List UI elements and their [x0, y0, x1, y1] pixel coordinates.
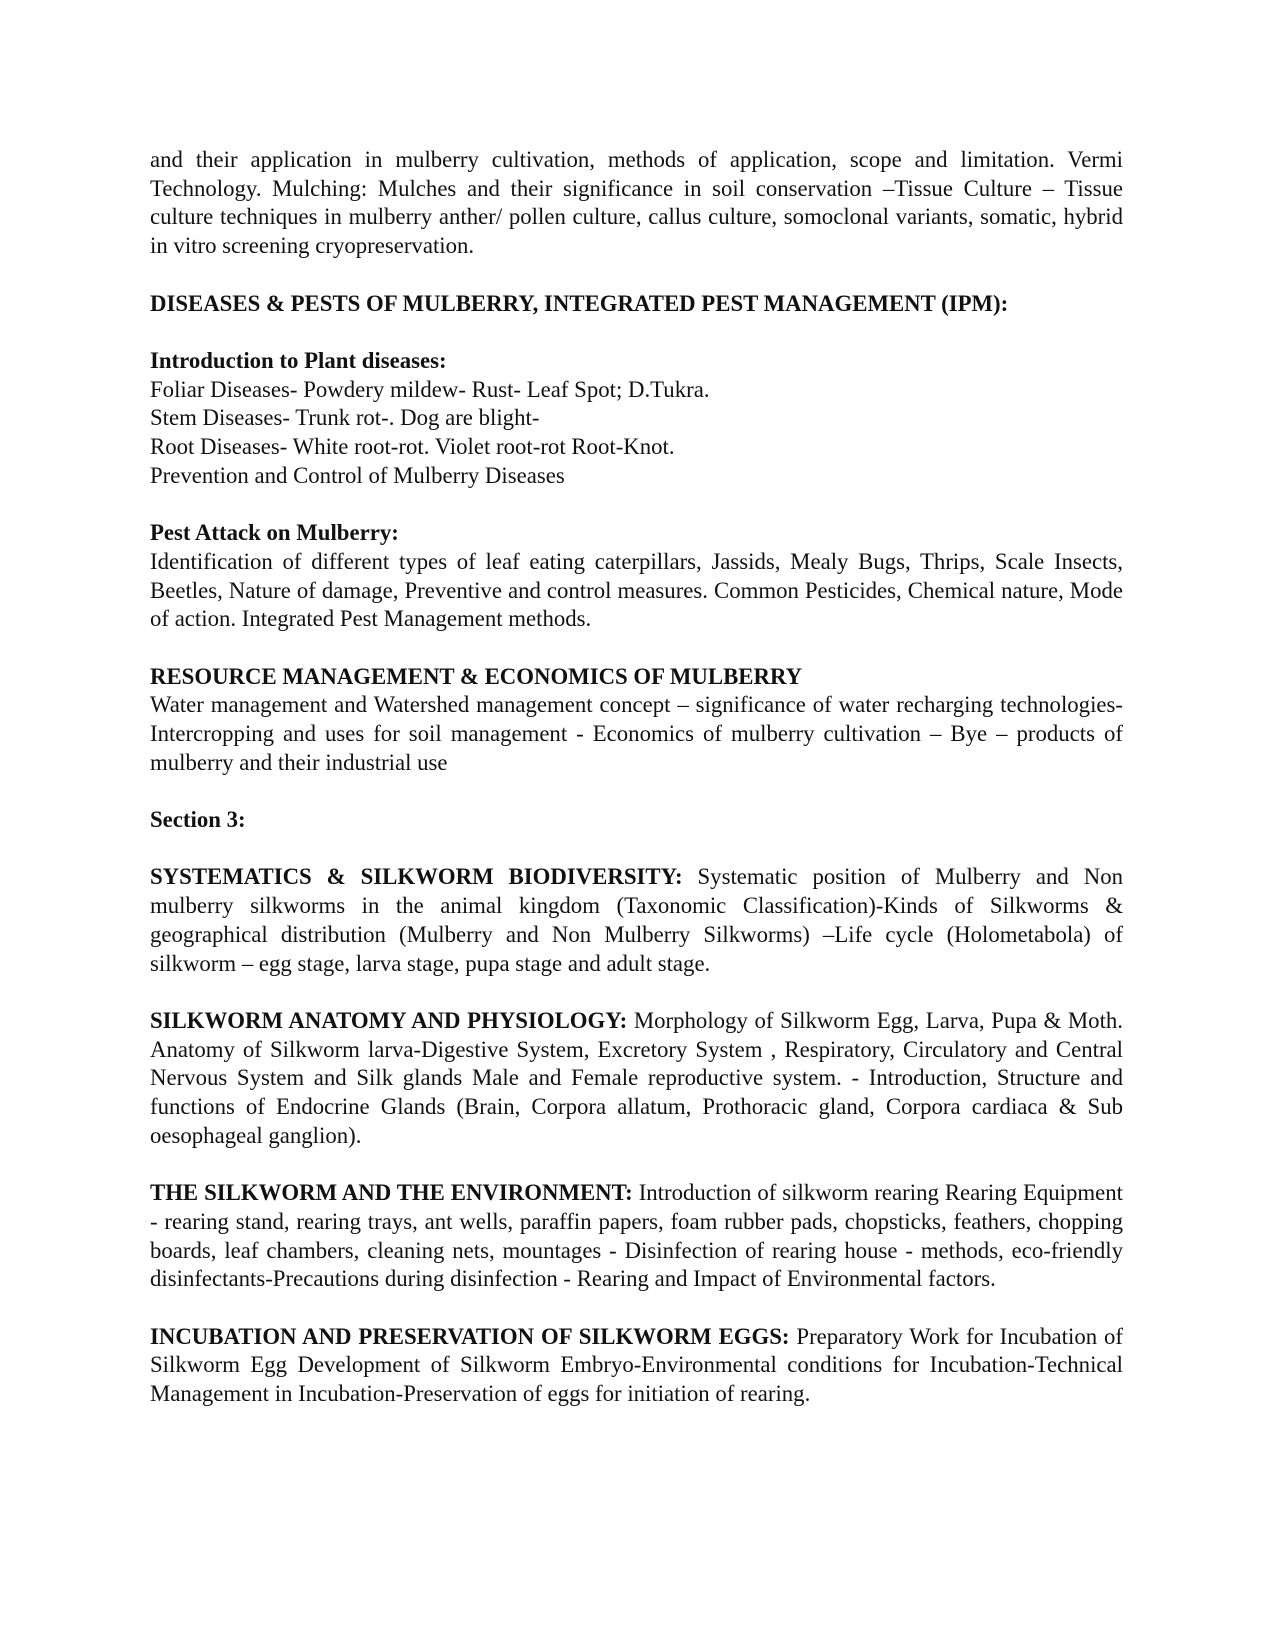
plant-diseases-heading: Introduction to Plant diseases:: [150, 347, 447, 373]
plant-diseases-block: [150, 347, 1123, 491]
foliar-diseases-line: Foliar Diseases- Powdery mildew- Rust- Leaf Spot; D.Tukra.: [150, 376, 710, 402]
resource-management-body: Water management and Watershed management concept – significance of water recharging technologies-Intercropping and uses for soil management - Economics of mulberry cultivation – Bye – products of mulberry and their industrial use: [150, 692, 1123, 775]
incubation-heading: INCUBATION AND PRESERVATION OF SILKWORM EGGS:: [150, 1323, 790, 1349]
incubation-paragraph: [150, 1323, 1123, 1409]
environment-heading: THE SILKWORM AND THE ENVIRONMENT:: [150, 1180, 633, 1206]
section-3-heading: Section 3:: [150, 807, 246, 833]
incubation-body: Preparatory Work for Incubation of Silkworm Egg Development of Silkworm Embryo-Environmental conditions for Incubation-Technical Management in Incubation-Preservation of eggs for initiation of rearing.: [150, 1323, 1123, 1407]
anatomy-body: Morphology of Silkworm Egg, Larva, Pupa & Moth. Anatomy of Silkworm larva-Digestive System, Excretory System , Respiratory, Circulatory and Central Nervous System and Silk glands Male and Female reproductive system. - Introduction, Structure and functions of Endocrine Glands (Brain, Corpora allatum, Prothoracic gland, Corpora cardiaca & Sub oesophageal ganglion).: [150, 1007, 1124, 1148]
systematics-heading: SYSTEMATICS & SILKWORM BIODIVERSITY:: [150, 864, 683, 890]
systematics-body: Systematic position of Mulberry and Non mulberry silkworms in the animal kingdom (Taxonomic Classification)-Kinds of Silkworms & geographical distribution (Mulberry and Non Mulberry Silkworms) –Life cycle (Holometabola) of silkworm – egg stage, larva stage, pupa stage and adult stage.: [150, 864, 1123, 976]
stem-diseases-line: Stem Diseases- Trunk rot-. Dog are blight-: [150, 405, 540, 431]
pest-attack-body: Identification of different types of leaf eating caterpillars, Jassids, Mealy Bugs, Thrips, Scale Insects, Beetles, Nature of damage, Preventive and control measures. Common Pesticides, Chemical nature, Mode of action. Integrated Pest Management methods.: [150, 548, 1123, 632]
intro-paragraph: and their application in mulberry cultivation, methods of application, scope and limitation. Vermi Technology. Mulching: Mulches and their significance in soil conservation –Tissue Culture – Tissue culture techniques in mulberry anther/ pollen culture, callus culture, somoclonal variants, somatic, hybrid in vitro screening cryopreservation.: [150, 147, 1123, 259]
diseases-pests-heading: DISEASES & PESTS OF MULBERRY, INTEGRATED PEST MANAGEMENT (IPM):: [150, 290, 1009, 316]
document-page: [150, 146, 1123, 1409]
resource-management-heading: RESOURCE MANAGEMENT & ECONOMICS OF MULBERRY: [150, 663, 803, 689]
pest-attack-block: [150, 519, 1123, 634]
resource-management-block: [150, 663, 1123, 778]
anatomy-heading: SILKWORM ANATOMY AND PHYSIOLOGY:: [150, 1007, 628, 1033]
systematics-paragraph: [150, 863, 1123, 978]
prevention-control-line: Prevention and Control of Mulberry Diseases: [150, 462, 565, 488]
root-diseases-line: Root Diseases- White root-rot. Violet root-rot Root-Knot.: [150, 434, 675, 459]
anatomy-paragraph: [150, 1007, 1123, 1151]
environment-body: Introduction of silkworm rearing Rearing Equipment - rearing stand, rearing trays, ant wells, paraffin papers, foam rubber pads, chopsticks, feathers, chopping boards, leaf chambers, cleaning nets, mountages - Disinfection of rearing house - methods, eco-friendly disinfectants-Precautions during disinfection - Rearing and Impact of Environmental factors.: [150, 1180, 1123, 1292]
environment-paragraph: [150, 1179, 1123, 1294]
pest-attack-heading: Pest Attack on Mulberry:: [150, 520, 399, 546]
